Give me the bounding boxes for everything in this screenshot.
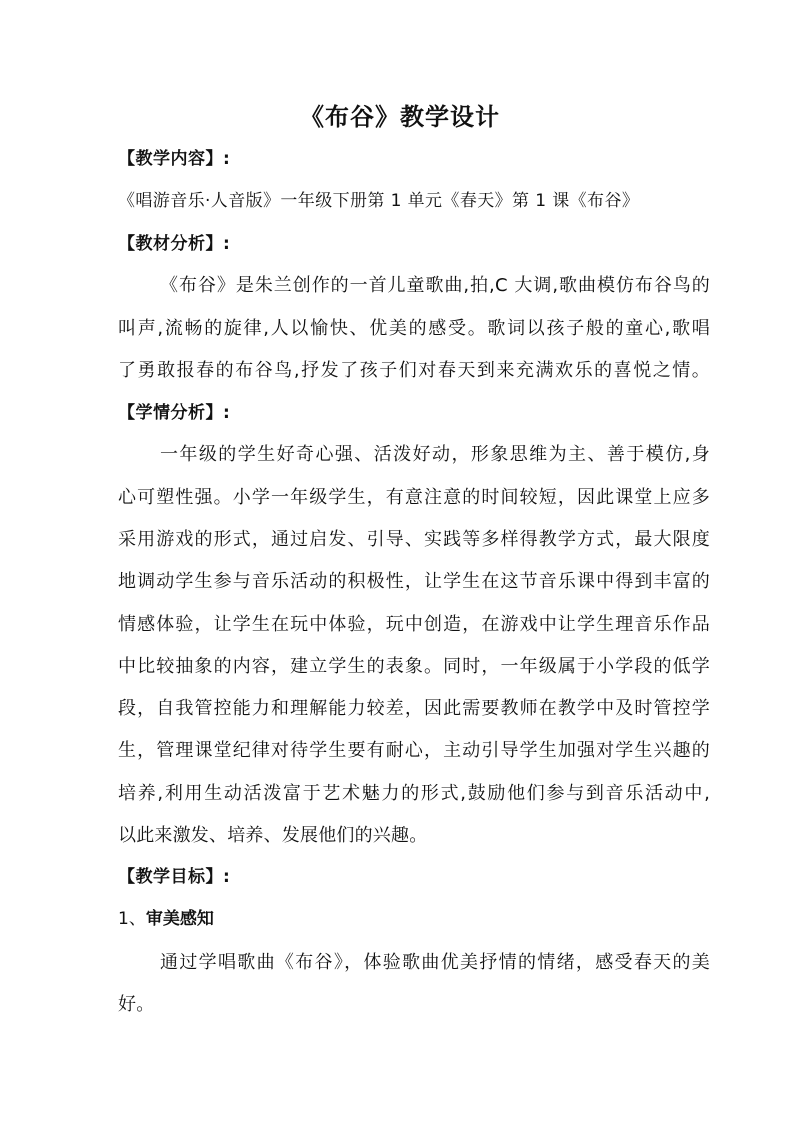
- goal-line: 通过学唱歌曲《布谷》，体验歌曲优美抒情的情绪，感受春天的美: [160, 952, 710, 973]
- students-line: 一年级的学生好奇心强、活泼好动，形象思维为主、善于模仿,身: [160, 444, 710, 465]
- students-line: 情感体验，让学生在玩中体验，玩中创造，在游戏中让学生理音乐作品: [118, 614, 710, 635]
- students-line: 生，管理课堂纪律对待学生要有耐心，主动引导学生加强对学生兴趣的: [118, 740, 710, 761]
- goal-title: 审美感知: [145, 909, 214, 929]
- content-text: 《唱游音乐·人音版》一年级下册第 1 单元《春天》第 1 课《布谷》: [118, 191, 640, 211]
- goal-line: 好。: [118, 994, 155, 1015]
- students-line: 段，自我管控能力和理解能力较差，因此需要教师在教学中及时管控学: [118, 698, 710, 719]
- students-line: 地调动学生参与音乐活动的积极性，让学生在这节音乐课中得到丰富的: [118, 571, 710, 592]
- students-line: 中比较抽象的内容，建立学生的表象。同时，一年级属于小学段的低学: [118, 656, 710, 677]
- material-line: 叫声,流畅的旋律,人以愉快、优美的感受。歌词以孩子般的童心,歌唱: [118, 318, 710, 339]
- goal-subheading: [118, 906, 214, 932]
- section-heading-content: 【教学内容】:: [118, 149, 231, 169]
- section-heading-students: 【学情分析】:: [118, 403, 231, 423]
- document-title: 《布谷》教学设计: [300, 103, 500, 131]
- students-line: 采用游戏的形式，通过启发、引导、实践等多样得教学方式，最大限度: [118, 529, 710, 550]
- material-line: 《布谷》是朱兰创作的一首儿童歌曲,拍,C 大调,歌曲模仿布谷鸟的: [160, 275, 710, 296]
- material-line: 了勇敢报春的布谷鸟,抒发了孩子们对春天到来充满欢乐的喜悦之情。: [118, 360, 710, 381]
- students-line: 以此来激发、培养、发展他们的兴趣。: [118, 825, 428, 846]
- students-line: 培养,利用生动活泼富于艺术魅力的形式,鼓励他们参与到音乐活动中,: [118, 783, 710, 804]
- section-heading-material: 【教材分析】:: [118, 234, 231, 254]
- goal-number: 1、: [118, 909, 146, 929]
- students-line: 心可塑性强。小学一年级学生，有意注意的时间较短，因此课堂上应多: [118, 487, 710, 508]
- section-heading-goals: 【教学目标】:: [118, 867, 231, 887]
